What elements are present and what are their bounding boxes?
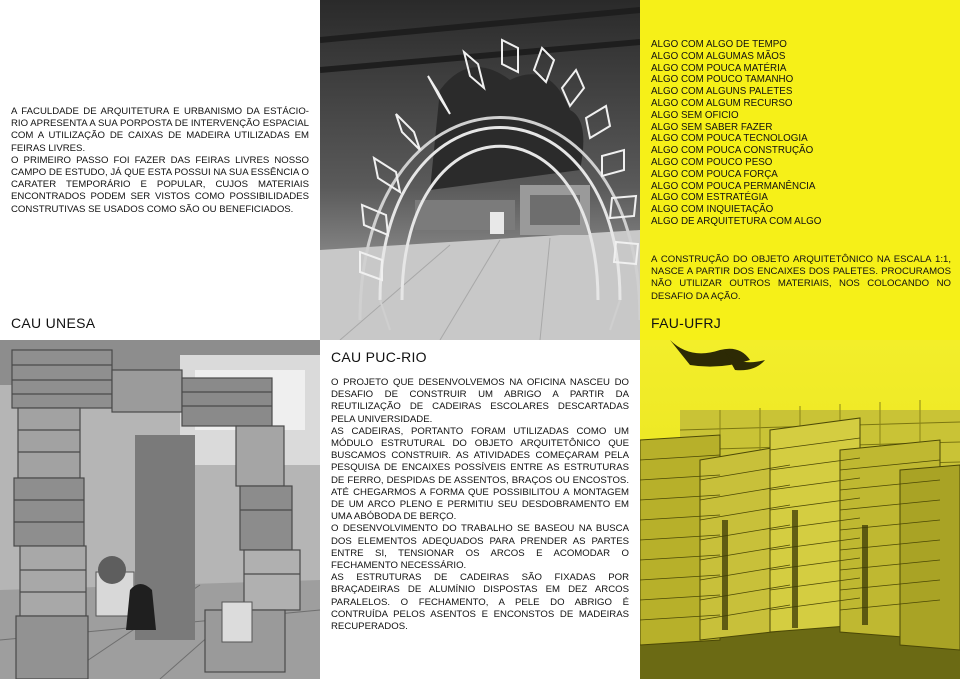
unesa-paragraph-1: A FACULDADE DE ARQUITETURA E URBANISMO DA ESTÁCIO-RIO APRESENTA A SUA PORPOSTA DE INTERVENÇÃO ESPACIAL COM A UTILIZAÇÃO DE CAIXAS DE MADEIRA UTILIZADAS EM FEIRAS LIVRES. [11,106,309,154]
manifesto-line: ALGO COM POUCA PERMANÊNCIA [651,180,816,192]
unesa-panel [0,0,320,340]
manifesto-line: ALGO COM POUCA FORÇA [651,168,778,180]
manifesto-line: ALGO DE ARQUITETURA COM ALGO [651,215,822,227]
puc-title: CAU PUC-RIO [331,349,427,365]
manifesto-line: ALGO COM POUCA TECNOLOGIA [651,133,808,145]
ufrj-panel [640,0,960,340]
unesa-description [11,106,309,216]
manifesto-line: ALGO COM POUCA MATÉRIA [651,62,787,74]
manifesto-line: ALGO COM INQUIETAÇÃO [651,204,774,216]
manifesto-line: ALGO COM ESTRATÉGIA [651,192,768,204]
manifesto-line: ALGO SEM OFICIO [651,109,739,121]
pallet-pavilion-illustration [640,340,960,679]
crate-portal-photo [0,340,320,679]
puc-paragraph-1: O PROJETO QUE DESENVOLVEMOS NA OFICINA NASCEU DO DESAFIO DE CONSTRUIR UM ABRIGO A PARTIR DA REUTILIZAÇÃO DE CADEIRAS ESCOLARES DESCARTADAS PELA UNIVERSIDADE. [331,377,629,425]
puc-panel [320,340,640,679]
puc-description [331,377,629,633]
ufrj-signature: FAU-UFRJ [651,315,722,331]
manifesto-line: ALGO SEM SABER FAZER [651,121,773,133]
chair-arch-illustration [320,0,640,340]
ufrj-description: A CONSTRUÇÃO DO OBJETO ARQUITETÔNICO NA ESCALA 1:1, NASCE A PARTIR DOS ENCAIXES DOS PALETES. PROCURAMOS NÃO UTILIZAR OUTROS MATERIAIS, NOS COLOCANDO NO DESAFIO DA AÇÃO. [651,254,951,302]
chair-arch-photo [320,0,640,340]
manifesto-line: ALGO COM ALGUNS PALETES [651,86,793,98]
manifesto-line: ALGO COM POUCO PESO [651,156,773,168]
unesa-paragraph-2: O PRIMEIRO PASSO FOI FAZER DAS FEIRAS LIVRES NOSSO CAMPO DE ESTUDO, JÁ QUE ESTA POSSUI NA SUA ESSÊNCIA O CARATER TEMPORÁRIO E POPULAR, CUJOS MATERIAIS ENCONTRADOS PODEM SER VISTOS COMO POSSIBILIDADES CONSTRUTIVAS SE USADOS COMO SÃO OU BENEFICIADOS. [11,154,309,215]
manifesto-line: ALGO COM ALGO DE TEMPO [651,39,787,50]
manifesto-line: ALGO COM ALGUM RECURSO [651,97,793,109]
unesa-signature: CAU UNESA [11,315,96,331]
pallet-pavilion-photo [640,340,960,679]
manifesto-line: ALGO COM ALGUMAS MÃOS [651,50,786,62]
puc-paragraph-3: O DESENVOLVIMENTO DO TRABALHO SE BASEOU NA BUSCA DOS ELEMENTOS ADEQUADOS PARA PRENDER AS PARTES ENTRE SI, TENSIONAR OS ARCOS E ACOMODAR O FECHAMENTO NECESSÁRIO. [331,523,629,572]
puc-paragraph-2: AS CADEIRAS, PORTANTO FORAM UTILIZADAS COMO UM MÓDULO ESTRUTURAL DO OBJETO ARQUITETÔNICO QUE BUSCAMOS CONSTRUIR. AS ATIVIDADES COMEÇARAM PELA PESQUISA DE ENCAIXES POSSÍVEIS ENTRE AS ESTRUTURAS DE FERRO, DESPIDAS DE ASSENTOS, BRAÇOS OU ENCOSTOS. ATÉ CHEGARMOS A FORMA QUE POSSIBILITOU A MONTAGEM DE UM ARCO PLENO E PERMITIU SEU DESDOBRAMENTO EM UMA ABÓBODA DE BERÇO. [331,425,629,523]
puc-paragraph-4: AS ESTRUTURAS DE CADEIRAS SÃO FIXADAS POR BRAÇADEIRAS DE ALUMÍNIO DISPOSTAS EM DEZ ARCOS PARALELOS. O FECHAMENTO, A PELE DO ABRIGO É CONTRUÍDA PELOS ASENTOS E ENCONSTOS DE MADEIRAS RECUPERADOS. [331,572,629,633]
crate-portal-illustration [0,340,320,679]
manifesto-line: ALGO COM POUCO TAMANHO [651,74,794,86]
ufrj-manifesto-list [651,39,821,228]
manifesto-line: ALGO COM POUCA CONSTRUÇÃO [651,145,814,157]
